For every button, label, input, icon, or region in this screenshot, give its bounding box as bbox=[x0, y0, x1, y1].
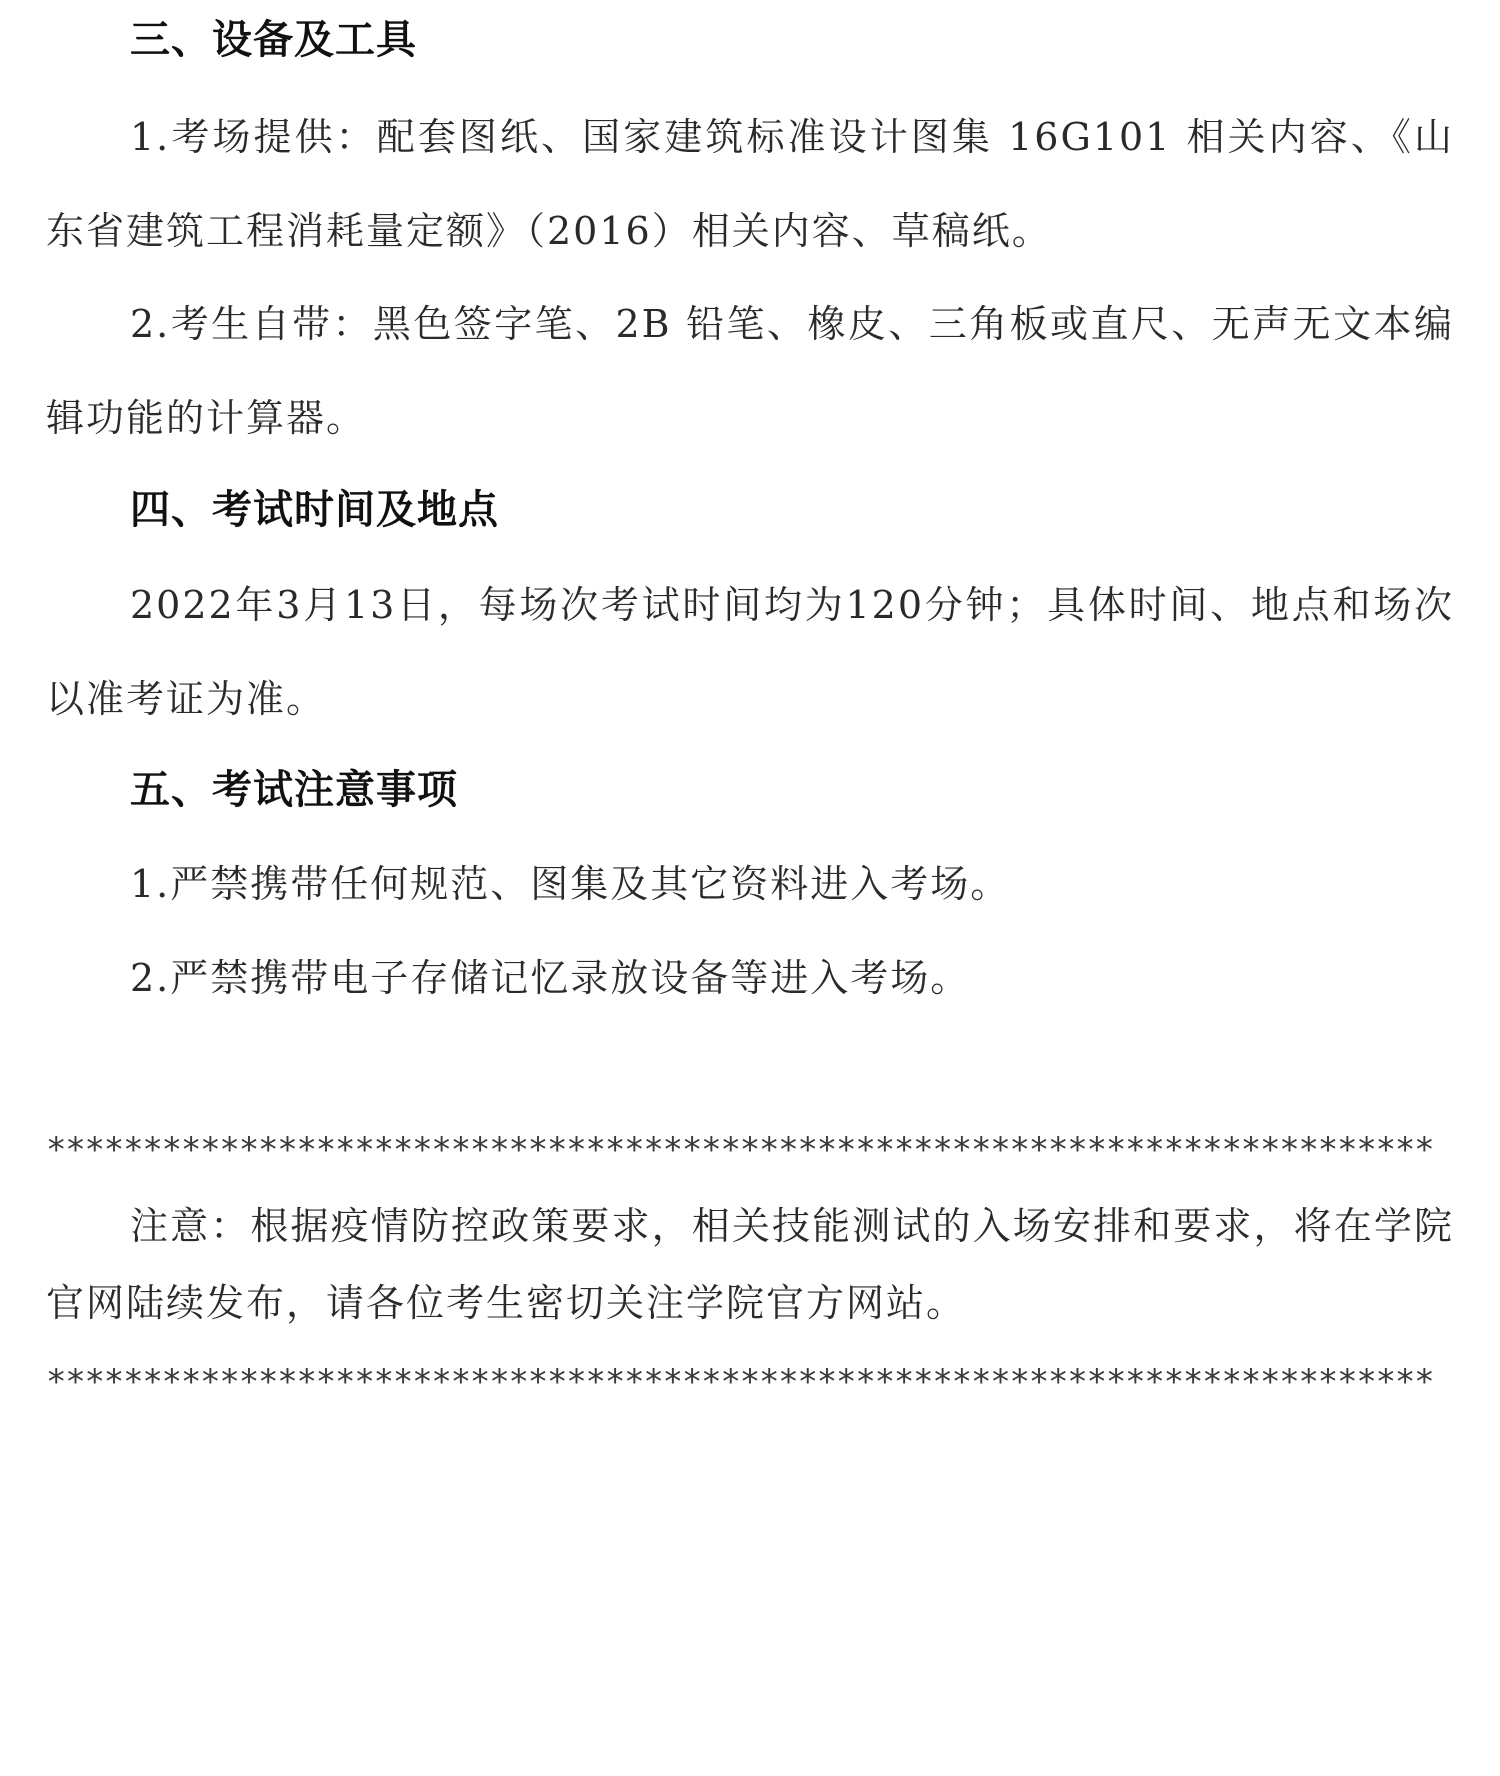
section-5-heading: 五、考试注意事项 bbox=[130, 767, 458, 813]
section-4-body: 2022年3月13日，每场次考试时间均为120分钟；具体时间、地点和场次以准考证为准。 bbox=[46, 583, 1454, 721]
separator-bottom: ************************************************************************ bbox=[46, 1362, 1434, 1402]
section-3-item-2: 2.考生自带：黑色签字笔、2B 铅笔、橡皮、三角板或直尺、无声无文本编辑功能的计算器。 bbox=[46, 302, 1454, 440]
separator-top: ************************************************************************ bbox=[46, 1130, 1434, 1170]
section-3-item-1: 1.考场提供：配套图纸、国家建筑标准设计图集 16G101 相关内容、《山东省建筑工程消耗量定额》（2016）相关内容、草稿纸。 bbox=[46, 115, 1454, 253]
section-4-heading: 四、考试时间及地点 bbox=[130, 487, 499, 533]
section-3-heading: 三、设备及工具 bbox=[130, 17, 417, 63]
section-5-item-2: 2.严禁携带电子存储记忆录放设备等进入考场。 bbox=[130, 956, 971, 1000]
notice-text: 注意：根据疫情防控政策要求，相关技能测试的入场安排和要求，将在学院官网陆续发布，请各位考生密切关注学院官方网站。 bbox=[46, 1204, 1454, 1325]
section-5-item-1: 1.严禁携带任何规范、图集及其它资料进入考场。 bbox=[130, 862, 1011, 906]
